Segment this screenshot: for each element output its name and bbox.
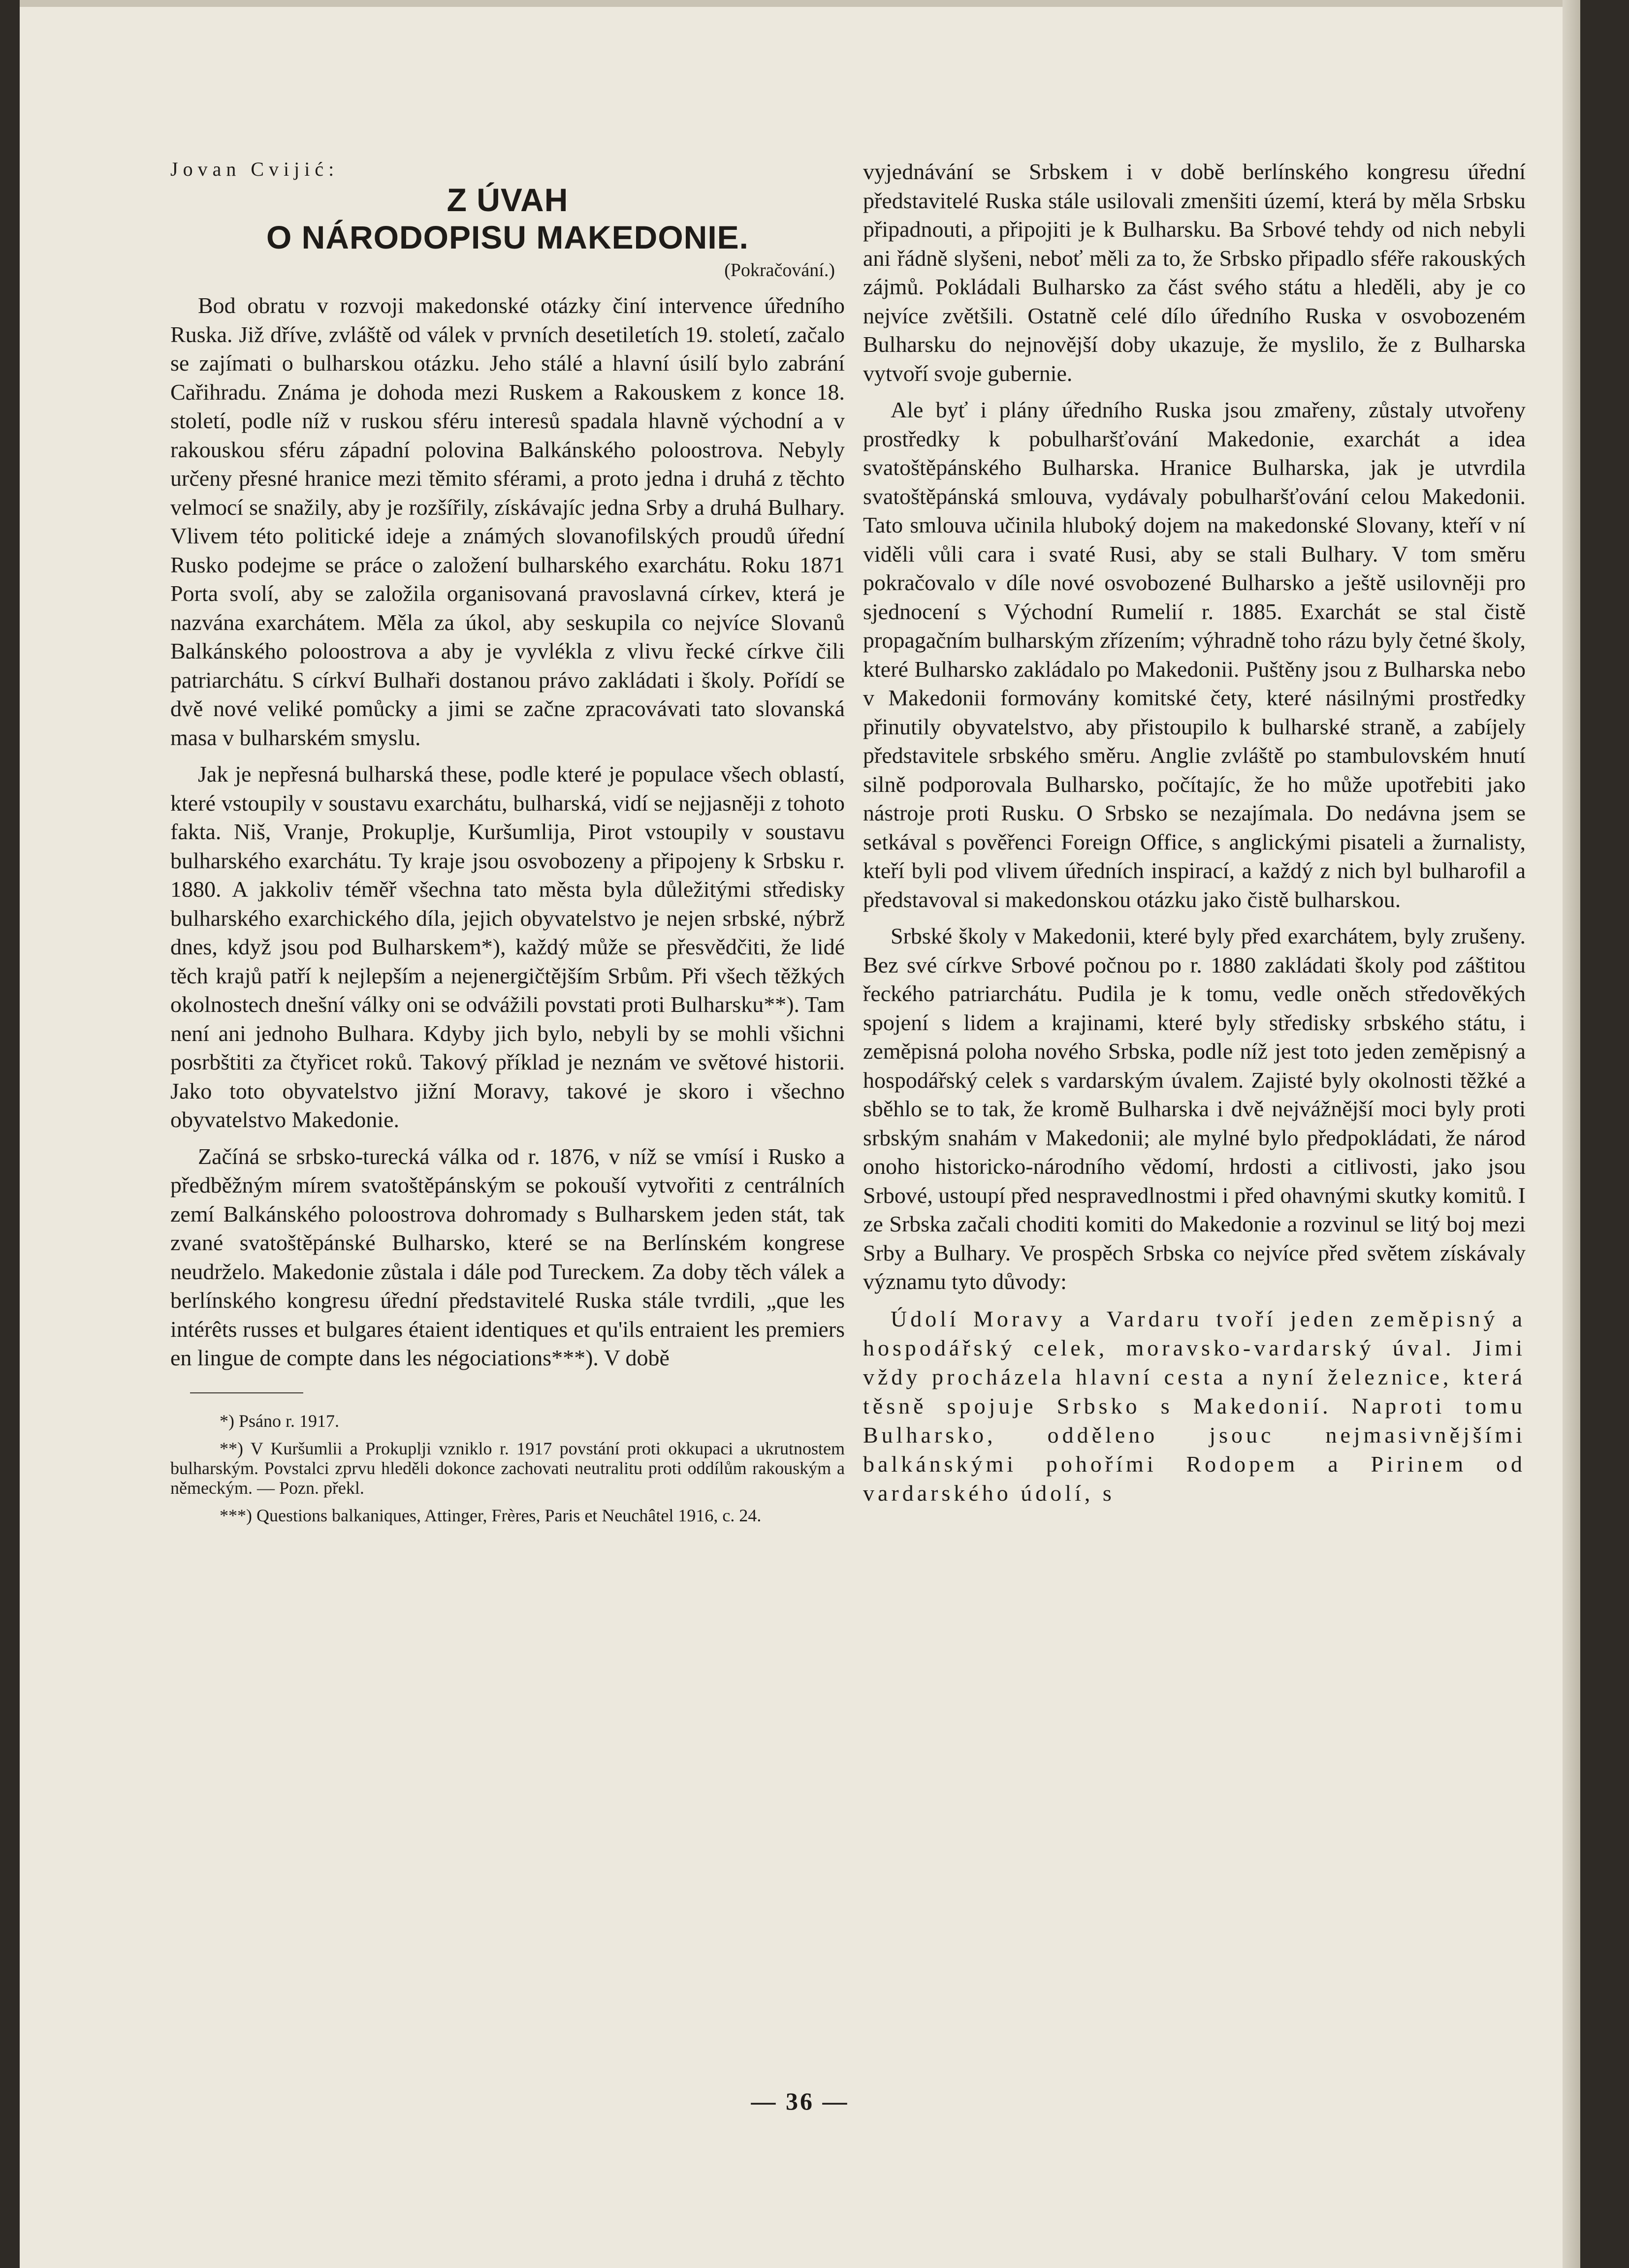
body-paragraph: Ale byť i plány úředního Ruska jsou zmařeny, zůstaly utvořeny prostředky k pobulharšťování Makedonie, exarchát a idea svatoštěpánského Bulharska. Hranice Bulharska, jak je utvrdila svatoštěpánská smlouva, vydávaly pobulharšťování celou Makedonii. Tato smlouva učinila hluboký dojem na makedonské Slovany, kteří v ní viděli vůli cara i svaté Rusi, aby se stali Bulhary. V tom směru pokračovalo v díle nové osvobozené Bulharsko a ještě usilovněji pro sjednocení s Východní Rumelií r. 1885. Exarchát se stal čistě propagačním bulharským zřízením; výhradně toho rázu byly četné školy, které Bulharsko zakládalo po Makedonii. Puštěny jsou z Bulharska nebo v Makedonii formovány komitské čety, které násilnými prostředky přinutily obyvatelstvo, aby přistoupilo k bulharské straně, a zabíjely představitele srbského směru. Anglie zvláště po stambulovském hnutí silně podporovala Bulharsko, počítajíc, že ho může upotřebiti jako nástroje proti Rusku. O Srbsko se nezajímala. Do nedávna jsem se setkával s pověřenci Foreign Office, s anglickými pisateli a žurnalisty, kteří byli pod vlivem úředních inspirací, a každý z nich byl bulharofil a představoval si makedonskou otázku jako čistě bulharskou. — [863, 397, 1526, 912]
footnote-divider — [190, 1392, 303, 1393]
spaced-emphasis-paragraph: Údolí Moravy a Vardaru tvoří jeden zeměpisný a hospodářský celek, moravsko-vardarský úval. Jimi vždy procházela hlavní cesta a nyní železnice, která těsně spojuje Srbsko s Makedonií. Naproti tomu Bulharsko, odděleno jsouc nejmasivnějšími balkánskými pohořími Rodopem a Pirinem od vardarského údolí, s — [863, 1306, 1526, 1506]
body-paragraph: Bod obratu v rozvoji makedonské otázky činí intervence úředního Ruska. Již dříve, zvláště od válek v prvních desetiletích 19. století, začalo se zajímati o bulharskou otázku. Jeho stálé a hlavní úsilí bylo zabrání Cařihradu. Známa je dohoda mezi Ruskem a Rakouskem z konce 18. století, podle níž v ruskou sféru interesů spadala hlavně východní a v rakouskou sféru západní polovina Balkánského poloostrova. Nebyly určeny přesné hranice mezi těmito sférami, a proto jedna i druhá z těchto velmocí se snažily, aby je rozšířily, získávajíc jedna Srby a druhá Bulhary. Vlivem této politické ideje a známých slovanofilských proudů úřední Rusko podejme se práce o založení bulharského exarchátu. Roku 1871 Porta svolí, aby se založila organisovaná pravoslavná církev, která je nazvána exarchátem. Měla za úkol, aby seskupila co nejvíce Slovanů Balkánského poloostrova a aby je vyvlékla z vlivu řecké církve čili patriarchátu. S církví Bulhaři dostanou právo zakládati i školy. Pořídí se dvě nové veliké pomůcky a jimi se začne zpracovávati tato slovanská masa v bulharském smyslu. — [170, 293, 845, 750]
right-column — [863, 158, 1526, 1508]
page-edge-right — [1563, 0, 1580, 2268]
footnotes — [170, 1411, 845, 1525]
body-paragraph: Jak je nepřesná bulharská these, podle které je populace všech oblastí, které vstoupily v soustavu exarchátu, bulharská, vidí se nejjasněji z tohoto fakta. Niš, Vranje, Prokuplje, Kuršumlija, Pirot vstoupily v soustavu bulharského exarchátu. Ty kraje jsou osvobozeny a připojeny k Srbsku r. 1880. A jakkoliv téměř všechna tato města byla důležitými středisky bulharského exarchického díla, jejich obyvatelstvo je nejen srbské, nýbrž dnes, když jsou pod Bulharskem*), každý může se přesvědčiti, že lidé těch krajů patří k nejlepším a nejenergičtějším Srbům. Při všech těžkých okolnostech dnešní války oni se odvážili povstati proti Bulharsku**). Tam není ani jednoho Bulhara. Kdyby jich bylo, nebyli by se mohli všichni posrbštiti za čtyřicet roků. Takový příklad je neznám ve světové historii. Jako toto obyvatelstvo jižní Moravy, takové je skoro i všechno obyvatelstvo Makedonie. — [170, 761, 845, 1132]
page-edge-top — [20, 0, 1580, 7]
author-line: Jovan Cvijić: — [170, 158, 339, 180]
body-paragraph: vyjednávání se Srbskem i v době berlínského kongresu úřední představitelé Ruska stále usilovali zmenšiti území, která by měla Srbsku připadnouti, a připojiti je k Bulharsku. Ba Srbové tehdy od nich nebyli ani řádně slyšeni, neboť měli za to, že Srbsko připadlo sféře rakouských zájmů. Pokládali Bulharsko za část svého státu a hleděli, aby je co nejvíce zvětšili. Ostatně celé dílo úředního Ruska v osvobozeném Bulharsku do nejnovější doby ukazuje, že myslilo, že z Bulharska vytvoří svoje gubernie. — [863, 159, 1526, 386]
article-title-line2: O NÁRODOPISU MAKEDONIE. — [266, 219, 749, 255]
body-paragraph: Srbské školy v Makedonii, které byly před exarchátem, byly zrušeny. Bez své církve Srbové počnou po r. 1880 zakládati školy pod záštitou řeckého patriarchátu. Pudila je k tomu, vedle oněch středověkých spojení s lidem a krajinami, které byly středisky srbského státu, i zeměpisná poloha nového Srbska, podle níž jest toto jeden zeměpisný a hospodářský celek s vardarským úvalem. Zajisté byly okolnosti těžké a sběhlo se to tak, že kromě Bulharska i dvě nejvážnější moci byly proti srbským snahám v Makedonii; ale mylné bylo předpokládati, že národ onoho historicko-národního vědomí, hrdosti a citlivosti, jako jsou Srbové, ustoupí před nespravedlnostmi i před ohavnými skutky komitů. I ze Srbska začali choditi komiti do Makedonie a rozvinul se litý boj mezi Srby a Bulhary. Ve prospěch Srbska co nejvíce před světem získávaly významu tyto důvody: — [863, 923, 1526, 1294]
page-sheet — [20, 0, 1580, 2268]
footnote: *) Psáno r. 1917. — [220, 1411, 339, 1431]
footnote: **) V Kuršumlii a Prokuplji vzniklo r. 1917 povstání proti okkupaci a ukrutnostem bulharským. Povstalci zprvu hleděli dokonce zachovati neutralitu proti oddílům rakouským a německým. — Pozn. překl. — [170, 1438, 845, 1498]
page-number: — 36 — — [751, 2087, 849, 2115]
footnote: ***) Questions balkaniques, Attinger, Frères, Paris et Neuchâtel 1916, c. 24. — [220, 1505, 762, 1525]
article-title-line1: Z ÚVAH — [447, 182, 569, 218]
continuation-note: (Pokračování.) — [724, 260, 835, 281]
left-column — [170, 158, 845, 1525]
body-paragraph: Začíná se srbsko-turecká válka od r. 1876, v níž se vmísí i Rusko a předběžným mírem svatoštěpánským se pokouší vytvořiti z centrálních zemí Balkánského poloostrova dohromady s Bulharskem jeden stát, tak zvané svatoštěpánské Bulharsko, které se na Berlínském kongrese neudrželo. Makedonie zůstala i dále pod Tureckem. Za doby těch válek a berlínského kongresu úřední představitelé Ruska stále tvrdili, „que les intérêts russes et bulgares étaient identiques et qu'ils entraient les premiers en lingue de compte dans les négociations***). V době — [170, 1143, 845, 1370]
